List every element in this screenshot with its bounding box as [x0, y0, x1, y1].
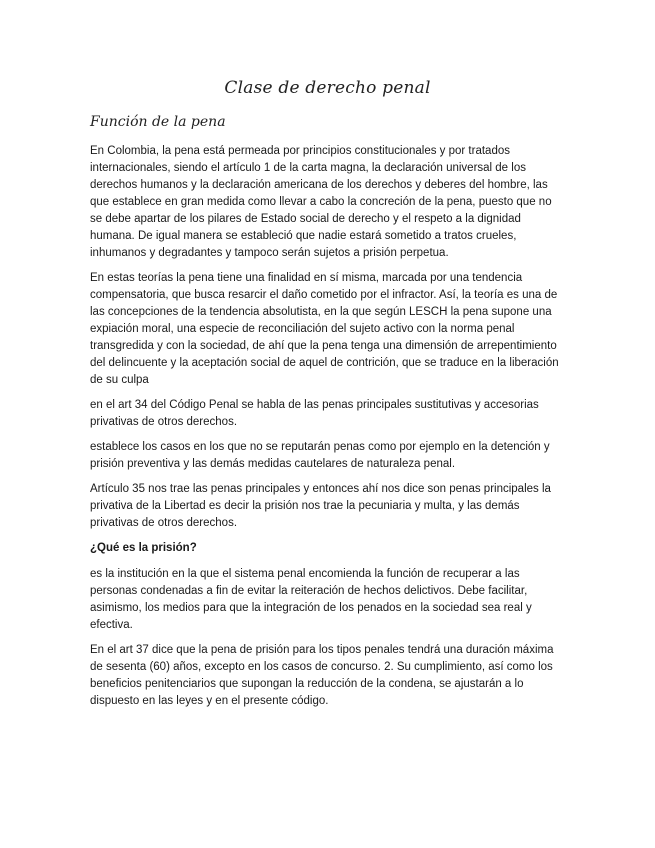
paragraph: En estas teorías la pena tiene una finalidad en sí misma, marcada por una tendencia compensatoria, que busca resarcir el daño cometido por el infractor. Así, la teoría es una de las concepciones de la tendencia absolutista, en la que según LESCH la pena supone una expiación moral, una especie de reconciliación del sujeto activo con la norma penal transgredida y con la sociedad, de ahí que la pena tenga una dimensión de arrepentimiento del delincuente y la aceptación social de aquel de contrición, que se traduce en la liberación de su culpa	[90, 272, 559, 386]
document-title: Clase de derecho penal	[224, 78, 431, 98]
paragraph: establece los casos en los que no se reputarán penas como por ejemplo en la detención y prisión preventiva y las demás medidas cautelares de naturaleza penal.	[90, 441, 550, 470]
paragraph: En Colombia, la pena está permeada por principios constitucionales y por tratados internacionales, siendo el artículo 1 de la carta magna, la declaración universal de los derechos humanos y la declaración americana de los derechos y deberes del hombre, las que establece en gran medida como llevar a cabo la concreción de la pena, puesto que no se debe apartar de los pilares de Estado social de derecho y el respeto a la dignidad humana. De igual manera se estableció que nadie estará sometido a tratos crueles, inhumanos y degradantes y tampoco serán sujetos a prisión perpetua.	[90, 145, 552, 259]
section-heading: Función de la pena	[90, 114, 226, 130]
paragraph: En el art 37 dice que la pena de prisión para los tipos penales tendrá una duración máxima de sesenta (60) años, excepto en los casos de concurso. 2. Su cumplimiento, así como los beneficios penitenciarios que supongan la reducción de la condena, se ajustarán a lo dispuesto en las leyes y en el presente código.	[90, 644, 554, 707]
paragraph: es la institución en la que el sistema penal encomienda la función de recuperar a las personas condenadas a fin de evitar la reiteración de hechos delictivos. Debe facilitar, asimismo, los medios para que la integración de los penados en la sociedad sea real y efectiva.	[90, 568, 532, 631]
question-heading: ¿Qué es la prisión?	[90, 542, 197, 554]
paragraph: Artículo 35 nos trae las penas principales y entonces ahí nos dice son penas principales la privativa de la Libertad es decir la prisión nos trae la pecuniaria y multa, y las demás privativas de otros derechos.	[90, 483, 551, 529]
document-body	[90, 143, 565, 718]
paragraph: en el art 34 del Código Penal se habla de las penas principales sustitutivas y accesorias privativas de otros derechos.	[90, 399, 539, 428]
